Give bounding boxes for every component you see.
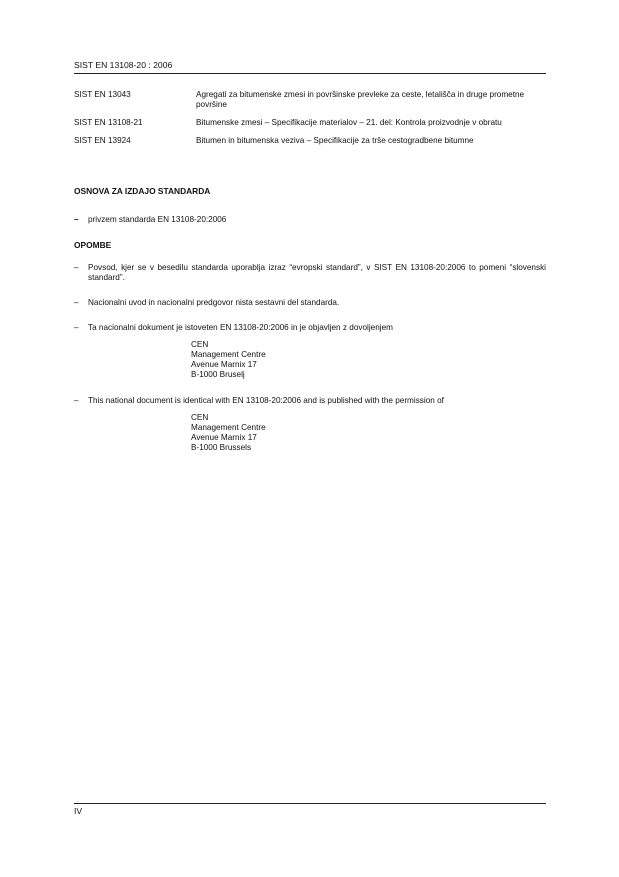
reference-title: Bitumenske zmesi – Specifikacije materialov – 21. del: Kontrola proizvodnje v obratu [196, 118, 502, 127]
basis-item [74, 215, 226, 225]
reference-list [74, 90, 546, 154]
address-line: Avenue Marnix 17 [191, 433, 257, 442]
reference-row [74, 118, 546, 128]
note-text: This national document is identical with EN 13108-20:2006 and is published with the permission of [88, 396, 444, 405]
address-block-sl [191, 340, 546, 380]
basis-heading: OSNOVA ZA IZDAJO STANDARDA [74, 186, 211, 196]
notes-list [74, 263, 546, 453]
address-line: Avenue Marnix 17 [191, 360, 257, 369]
address-line: Management Centre [191, 350, 266, 359]
note-item [74, 263, 546, 283]
address-line: CEN [191, 340, 209, 349]
note-text: Ta nacionalni dokument je istoveten EN 13108-20:2006 in je objavljen z dovoljenjem [88, 323, 393, 332]
note-dash: – [74, 323, 79, 332]
reference-title: Agregati za bitumenske zmesi in površinske prevleke za ceste, letališča in druge prometne površine [196, 90, 525, 109]
footer-rule [74, 803, 546, 804]
address-line: CEN [191, 413, 209, 422]
note-dash: – [74, 263, 79, 272]
reference-row [74, 136, 546, 146]
reference-title: Bitumen in bitumenska veziva – Specifikacije za trše cestogradbene bitumne [196, 136, 474, 145]
note-dash: – [74, 298, 79, 307]
reference-code: SIST EN 13924 [74, 136, 131, 145]
header-rule [74, 73, 546, 74]
basis-text: privzem standarda EN 13108-20:2006 [88, 215, 227, 224]
note-item [74, 396, 546, 406]
address-line: B-1000 Bruselj [191, 370, 245, 379]
address-line: B-1000 Brussels [191, 443, 252, 452]
address-block-en [191, 413, 546, 453]
basis-dash: – [74, 215, 79, 224]
reference-row [74, 90, 546, 110]
reference-code: SIST EN 13108-21 [74, 118, 143, 127]
note-dash: – [74, 396, 79, 405]
address-line: Management Centre [191, 423, 266, 432]
note-item [74, 323, 546, 333]
notes-heading: OPOMBE [74, 240, 112, 250]
note-item [74, 298, 546, 308]
running-header: SIST EN 13108-20 : 2006 [74, 60, 173, 70]
note-text: Povsod, kjer se v besedilu standarda uporablja izraz “evropski standard”, v SIST EN 13108-20:2006 to pomeni “slovenski standard”. [88, 263, 546, 282]
reference-code: SIST EN 13043 [74, 90, 131, 99]
page-number: IV [74, 806, 83, 816]
note-text: Nacionalni uvod in nacionalni predgovor nista sestavni del standarda. [88, 298, 340, 307]
